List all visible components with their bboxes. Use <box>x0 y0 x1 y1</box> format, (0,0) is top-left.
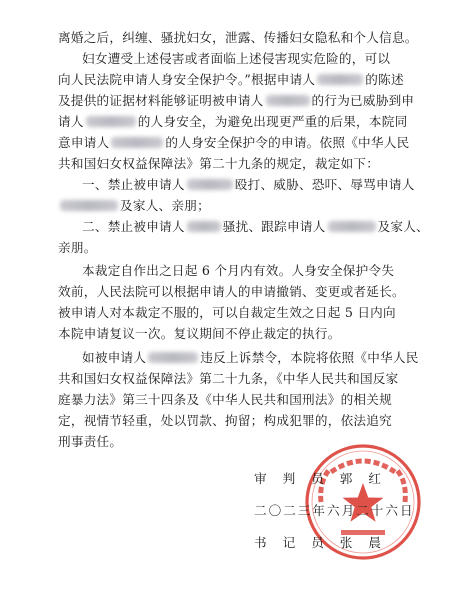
redacted-name <box>86 116 136 127</box>
redacted-name <box>266 95 310 106</box>
text-fragment: 如被申请人 <box>82 350 147 365</box>
text-line: 本裁定自作出之日起 6 个月内有效。人身安全保护令失 <box>82 263 395 278</box>
redacted-name <box>187 179 233 190</box>
text-line: 离婚之后，纠缠、骚扰妇女，泄露、传播妇女隐私和个人信息。 <box>58 30 418 45</box>
text-line <box>58 93 414 109</box>
redacted-name <box>187 221 221 232</box>
text-fragment: 的行为已威胁到申 <box>311 93 415 108</box>
text-fragment: 殴打、威胁、恐吓、辱骂申请人 <box>234 177 415 192</box>
text-line <box>58 198 210 214</box>
redacted-name <box>317 74 363 85</box>
text-fragment: 意申请人 <box>58 135 110 150</box>
text-fragment: 的人身安全，为避免出现更严重的后果，本院同 <box>137 114 408 129</box>
text-line: 本院申请复议一次。复议期间不停止裁定的执行。 <box>58 326 341 341</box>
text-fragment: 向人民法院申请人身安全保护令。”根据申请人 <box>58 72 316 87</box>
text-line: 亲朋。 <box>58 240 97 255</box>
text-fragment: 的陈述 <box>365 72 404 87</box>
text-line <box>58 135 409 151</box>
text-fragment: 二、禁止被申请人 <box>82 219 185 234</box>
text-fragment: 及家人、亲朋； <box>120 198 210 213</box>
text-line <box>58 72 404 88</box>
text-line <box>82 177 415 193</box>
clerk-signature-line: 书 记 员 张 晨 <box>254 535 387 550</box>
text-line <box>58 114 407 130</box>
text-fragment: 请人 <box>58 114 84 129</box>
text-line <box>82 219 429 235</box>
ruling-date: 二〇二三年六月二十六日 <box>254 503 415 518</box>
text-line: 刑事责任。 <box>58 434 123 449</box>
text-line: 效前，人民法院可以根据申请人的申请撤销、变更或者延长。 <box>58 284 405 299</box>
text-line: 庭暴力法》第三十四条及《中华人民共和国刑法》的相关规 <box>58 392 392 407</box>
judge-signature-line: 审 判 员 郭 红 <box>254 471 387 486</box>
text-line: 妇女遭受上述侵害或者面临上述侵害现实危险的，可以 <box>82 51 391 66</box>
text-line <box>82 350 419 366</box>
text-fragment: 及提供的证据材料能够证明被申请人 <box>58 93 264 108</box>
text-line: 共和国妇女权益保障法》第二十九条，《中华人民共和国反家 <box>58 371 399 386</box>
text-line: 定，视情节轻重，处以罚款、拘留；构成犯罪的，依法追究 <box>58 413 392 428</box>
redacted-name <box>148 352 198 363</box>
text-fragment: 一、禁止被申请人 <box>82 177 185 192</box>
text-fragment: 违反上诉禁令，本院将依照《中华人民 <box>200 350 419 365</box>
redacted-name <box>111 137 163 148</box>
text-fragment: 骚扰、跟踪申请人 <box>222 219 326 234</box>
text-line: 共和国妇女权益保障法》第二十九条的规定，裁定如下： <box>58 156 380 171</box>
text-fragment: 及家人、 <box>377 219 429 234</box>
redacted-name <box>328 221 376 232</box>
text-line: 被申请人对本裁定不服的，可以自裁定生效之日起 5 日内向 <box>58 305 396 320</box>
redacted-name <box>60 200 118 211</box>
text-fragment: 的人身安全保护令的申请。依照《中华人民 <box>165 135 410 150</box>
